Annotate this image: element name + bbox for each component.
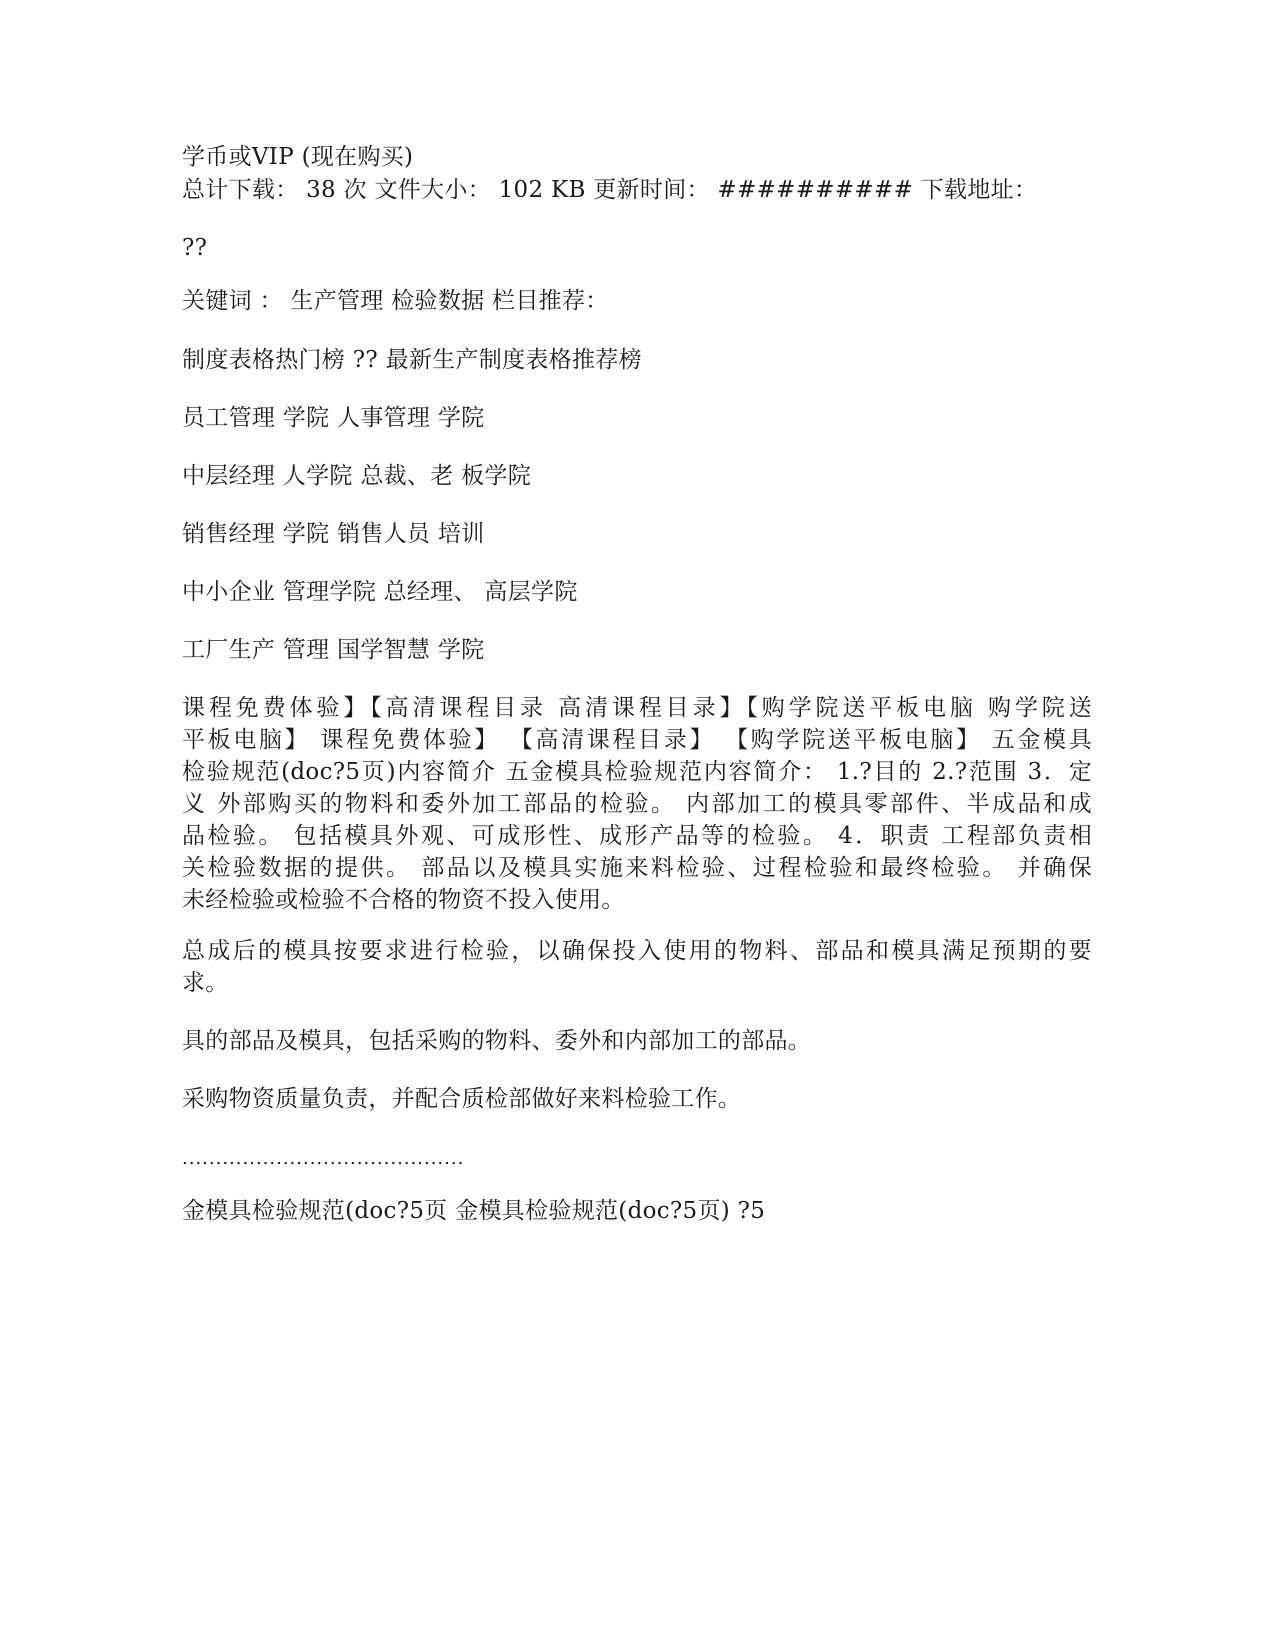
- academy-line-4: 中小企业 管理学院 总经理、 高层学院: [182, 579, 578, 605]
- intro-line: 品检验。 包括模具外观、可成形性、成形产品等的检验。 4．职责 工程部负责相: [182, 823, 1092, 849]
- intro-line: 平板电脑】 课程免费体验】 【高清课程目录】 【购学院送平板电脑】 五金模具: [182, 727, 1092, 753]
- intro-line: 关检验数据的提供。 部品以及模具实施来料检验、过程检验和最终检验。 并确保: [182, 855, 1092, 881]
- academy-line-5: 工厂生产 管理 国学智慧 学院: [182, 637, 485, 663]
- intro-line: 未经检验或检验不合格的物资不投入使用。: [182, 887, 625, 913]
- academy-line-1: 员工管理 学院 人事管理 学院: [182, 405, 485, 431]
- purchase-line: 学币或VIP (现在购买): [182, 144, 414, 170]
- keywords-line: 关键词 ： 生产管理 检验数据 栏目推荐：: [182, 288, 609, 314]
- dotted-separator: ..........................................: [182, 1148, 465, 1169]
- academy-line-2: 中层经理 人学院 总裁、老 板学院: [182, 463, 532, 489]
- purpose-line: 求。: [182, 970, 229, 996]
- footer-title-line: 金模具检验规范(doc?5页 金模具检验规范(doc?5页) ?5: [182, 1198, 766, 1224]
- academy-line-3: 销售经理 学院 销售人员 培训: [182, 521, 485, 547]
- responsibility-paragraph: 采购物资质量负责，并配合质检部做好来料检验工作。: [182, 1086, 742, 1112]
- intro-line: 检验规范(doc?5页)内容简介 五金模具检验规范内容简介： 1.?目的 2.?范围 3．定: [182, 759, 1092, 785]
- scope-paragraph: 具的部品及模具，包括采购的物料、委外和内部加工的部品。: [182, 1028, 812, 1054]
- purpose-paragraph: [182, 935, 1092, 999]
- document-page: [182, 0, 1092, 1650]
- placeholder-line: ??: [182, 235, 208, 261]
- download-info-line: 总计下载： 38 次 文件大小： 102 KB 更新时间： ########## 下载地址：: [182, 177, 1038, 203]
- intro-line: 课程免费体验】【高清课程目录 高清课程目录】【购学院送平板电脑 购学院送: [182, 695, 1092, 721]
- intro-paragraph: [182, 692, 1092, 916]
- ranking-line: 制度表格热门榜 ?? 最新生产制度表格推荐榜: [182, 347, 642, 373]
- intro-line: 义 外部购买的物料和委外加工部品的检验。 内部加工的模具零部件、半成品和成: [182, 791, 1092, 817]
- purpose-line: 总成后的模具按要求进行检验，以确保投入使用的物料、部品和模具满足预期的要: [182, 938, 1092, 964]
